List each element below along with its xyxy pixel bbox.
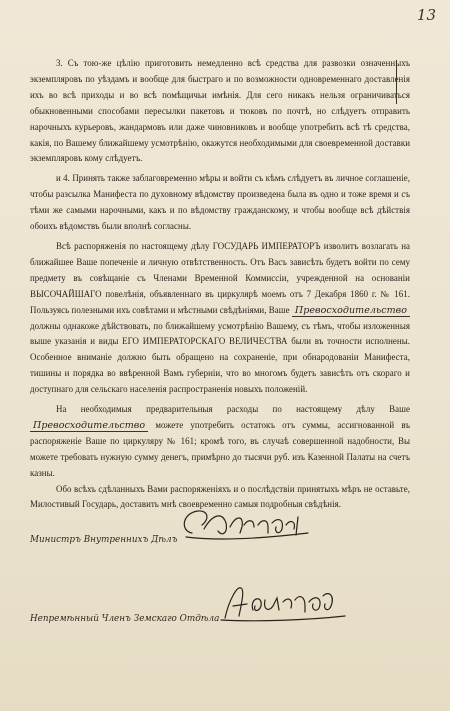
minister-label: Министръ Внутреннихъ Дѣлъ: [30, 535, 178, 545]
signature-block-member: [30, 580, 349, 624]
paragraph-3-text-a: Всѣ распоряженія по настоящему дѣлу ГОСУДАРЬ ИМПЕРАТОРЪ изволитъ возлагать на ближайшее Ваше попеченіе и личную отвѣтственность. Отъ Васъ зависѣть будетъ войти по сему предмету въ совѣщаніе съ Членами Временной Коммиссіи, учрежденной на основаніи ВЫСОЧАЙШАГО повелѣнія, объявленнаго въ циркулярѣ моемъ отъ 7 Декабря 1860 г. № 161. Пользуясь полезными ихъ совѣтами и мѣстными свѣдѣніями, Ваше: [30, 240, 410, 315]
signature-block-minister: [30, 503, 318, 545]
paragraph-2: и 4. Принять также заблаговременно мѣры и войти съ кѣмъ слѣдуетъ въ личное соглашеніе, чтобы разсылка Манифеста по духовному вѣдомству произведена была въ одно и тоже время и съ тѣми же самыми нарочными, какъ и по вѣдомству гражданскому, и чтобы вообще всѣ дѣйствія обоихъ вѣдомствъ были вполнѣ согласны.: [30, 173, 410, 232]
handwritten-insert-2: Превосходительство: [30, 420, 148, 432]
margin-bracket-mark: [393, 60, 397, 104]
minister-signature: [178, 503, 318, 545]
paragraph-5: Обо всѣхъ сдѣланныхъ Вами распоряженіяхъ и о послѣдствіи принятыхъ мѣръ не оставьте, Милостивый Государь, доставить мнѣ своевременно самыя подробныя свѣдѣнія.: [30, 483, 410, 510]
member-signature: [219, 580, 349, 624]
paragraph-3-text-b: должны однакоже дѣйствовать, по ближайшему усмотрѣнію Вашему, съ тѣмъ, чтобы изложенныя выше указанія и виды ЕГО ИМПЕРАТОРСКАГО ВЕЛИЧЕСТВА были въ точности исполнены. Особенное вниманіе должно быть обращено на сохраненіе, при обнародованіи Манифеста, тишины и порядка во ввѣренной Вамъ губерніи, что во многомъ будетъ зависѣть отъ скораго и доступнаго для сельскаго населенія распространенія новыхъ положеній.: [30, 320, 410, 395]
paragraph-1: 3. Съ тою-же цѣлію приготовить немедленно всѣ средства для развозки означенныхъ экземпляровъ по уѣздамъ и вообще для быстраго и по возможности одновременнаго доставленія ихъ во всѣ приходы и во всѣ помѣщичьи имѣнія. Для сего никакъ нельзя ограничиваться обыкновенными способами пересылки пакетовъ и тюковъ по почтѣ, но слѣдуетъ отправить нарочныхъ курьеровъ, жандармовъ или даже чиновниковъ и вообще употребить всѣ тѣ средства, какія, по Вашему ближайшему усмотрѣнію, окажутся необходимыми для своевременной доставки экземпляровъ кому слѣдуетъ.: [30, 58, 410, 164]
paragraph-4: [30, 402, 410, 482]
member-label: Непремѣнный Членъ Земскаго Отдѣла: [30, 614, 220, 624]
paragraph-4-text-b: можете употребить остатокъ отъ суммы, ассигнованной въ распоряженіе Ваше по циркуляру № 161; кромѣ того, въ случаѣ совершенной надобности, Вы можете требовать нужную сумму денегъ, примѣрно до тысячи руб. изъ Казенной Палаты на счетъ казны.: [30, 419, 410, 478]
paragraph-3: [30, 239, 410, 398]
paragraph-4-text-a: На необходимыя предварительныя расходы по настоящему дѣлу Ваше: [56, 404, 410, 415]
folio-number: 13: [416, 6, 436, 24]
handwritten-insert-1: Превосходительство: [292, 305, 410, 317]
